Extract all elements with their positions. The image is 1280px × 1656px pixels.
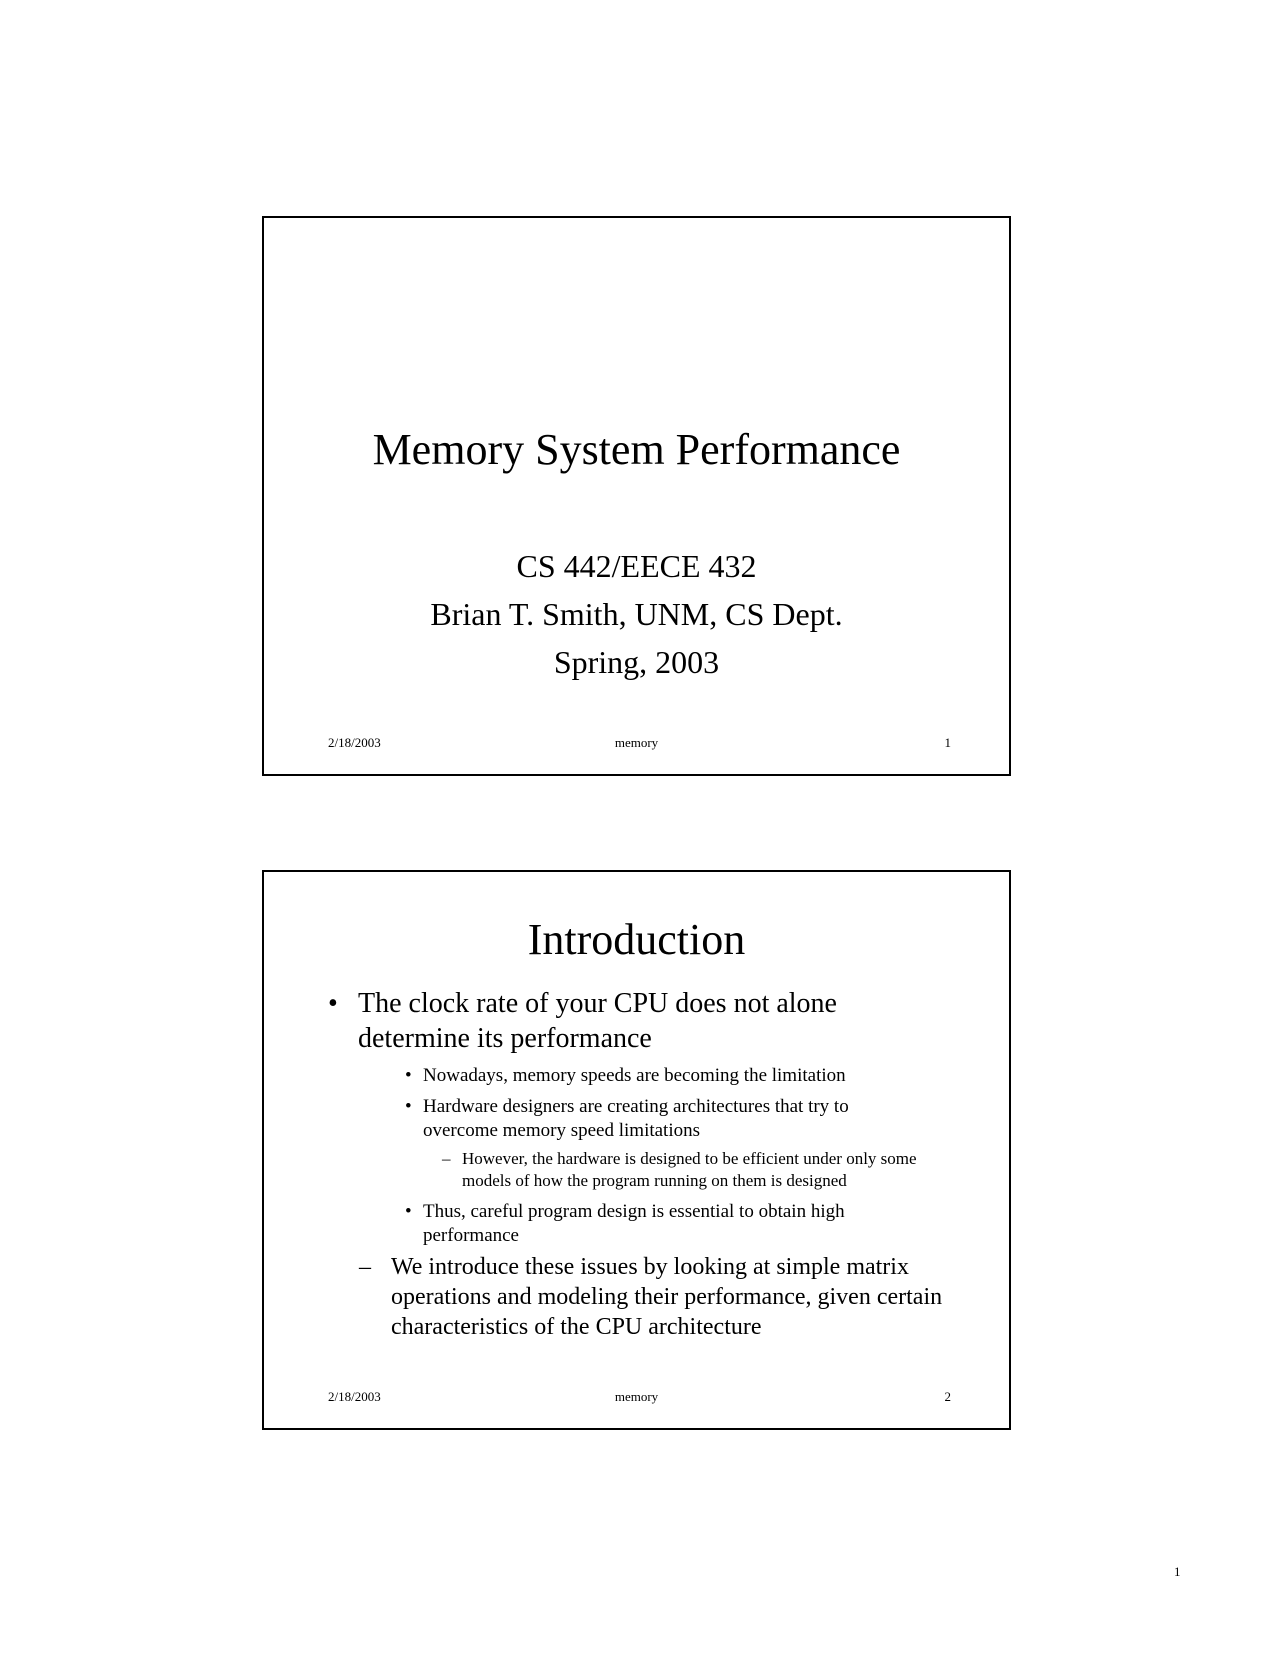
list-item bbox=[405, 1095, 925, 1143]
footer-label: memory bbox=[614, 1389, 659, 1404]
footer-slide-number: 1 bbox=[944, 735, 951, 750]
bullet-marker: • bbox=[405, 1201, 412, 1222]
slide-1-title: Memory System Performance bbox=[372, 425, 901, 474]
bullet-marker: • bbox=[405, 1096, 412, 1117]
dash-marker: – bbox=[442, 1149, 451, 1168]
bullet-text: Hardware designers are creating architectures that try to overcome memory speed limitations bbox=[423, 1096, 849, 1141]
bullet-text: We introduce these issues by looking at simple matrix operations and modeling their performance, given certain characteristics of the CPU architecture bbox=[391, 1254, 943, 1340]
bullet-marker: • bbox=[405, 1065, 412, 1086]
footer-label: memory bbox=[614, 735, 659, 750]
bullet-marker: • bbox=[328, 988, 338, 1019]
footer-slide-number: 2 bbox=[944, 1389, 951, 1404]
list-item bbox=[442, 1148, 962, 1192]
list-item bbox=[405, 1200, 925, 1248]
bullet-text: The clock rate of your CPU does not alone determine its performance bbox=[358, 988, 837, 1054]
slide-1-subtitle bbox=[264, 542, 1009, 686]
author-line: Brian T. Smith, UNM, CS Dept. bbox=[430, 596, 843, 632]
list-item bbox=[359, 1252, 959, 1342]
list-item bbox=[328, 986, 948, 1056]
list-item bbox=[405, 1064, 925, 1088]
course-code: CS 442/EECE 432 bbox=[516, 548, 757, 584]
slide-2-title: Introduction bbox=[527, 915, 746, 964]
footer-date: 2/18/2003 bbox=[328, 1389, 381, 1404]
slide-2 bbox=[262, 870, 1011, 1430]
term-line: Spring, 2003 bbox=[553, 644, 720, 680]
dash-marker: – bbox=[359, 1254, 371, 1280]
bullet-text: Nowadays, memory speeds are becoming the limitation bbox=[423, 1065, 846, 1086]
bullet-text: Thus, careful program design is essential to obtain high performance bbox=[423, 1201, 845, 1246]
bullet-text: However, the hardware is designed to be efficient under only some models of how the program running on them is designed bbox=[462, 1149, 917, 1190]
slide-1 bbox=[262, 216, 1011, 776]
page-number: 1 bbox=[1174, 1564, 1181, 1579]
footer-date: 2/18/2003 bbox=[328, 735, 381, 750]
